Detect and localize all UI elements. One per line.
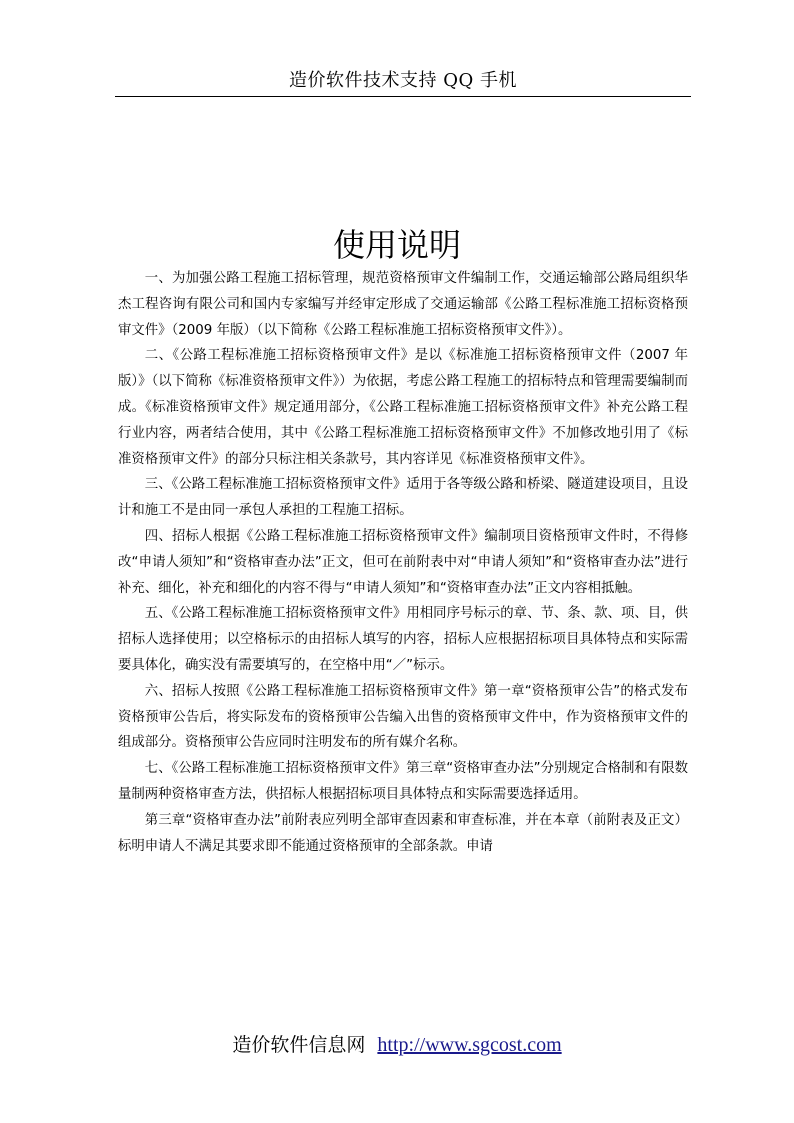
- paragraph-6: 六、招标人按照《公路工程标准施工招标资格预审文件》第一章“资格预审公告”的格式发布资格预审公告后，将实际发布的资格预审公告编入出售的资格预审文件中，作为资格预审文件的组成部分。资格预审公告应同时注明发布的所有媒介名称。: [118, 683, 688, 751]
- paragraph-2: 二、《公路工程标准施工招标资格预审文件》是以《标准施工招标资格预审文件（2007 年版）》（以下简称《标准资格预审文件》）为依据，考虑公路工程施工的招标特点和管理需要编制而成。《标准资格预审文件》规定通用部分，《公路工程标准施工招标资格预审文件》补充公路工程行业内容，两者结合使用，其中《公路工程标准施工招标资格预审文件》不加修改地引用了《标准资格预审文件》的部分只标注相关条款号，其内容详见《标准资格预审文件》。: [118, 348, 688, 467]
- paragraph-4: 四、招标人根据《公路工程标准施工招标资格预审文件》编制项目资格预审文件时，不得修改“申请人须知”和“资格审查办法”正文，但可在前附表中对“申请人须知”和“资格审查办法”进行补充、细化，补充和细化的内容不得与“申请人须知”和“资格审查办法”正文内容相抵触。: [118, 528, 688, 596]
- document-body: [118, 266, 688, 859]
- paragraph-3: 三、《公路工程标准施工招标资格预审文件》适用于各等级公路和桥梁、隧道建设项目，且设计和施工不是由同一承包人承担的工程施工招标。: [118, 477, 688, 519]
- page-footer: [0, 1030, 794, 1057]
- page-header: 造价软件技术支持 QQ 手机: [289, 70, 517, 91]
- paragraph-8: 第三章“资格审查办法”前附表应列明全部审查因素和审查标准，并在本章（前附表及正文）标明申请人不满足其要求即不能通过资格预审的全部条款。申请: [118, 812, 688, 854]
- header-divider: [115, 96, 691, 97]
- paragraph-5: 五、《公路工程标准施工招标资格预审文件》用相同序号标示的章、节、条、款、项、目，供招标人选择使用；以空格标示的由招标人填写的内容，招标人应根据招标项目具体特点和实际需要具体化，确实没有需要填写的，在空格中用“／”标示。: [118, 606, 688, 673]
- paragraph-7: 七、《公路工程标准施工招标资格预审文件》第三章“资格审查办法”分别规定合格制和有限数量制两种资格审查方法，供招标人根据招标项目具体特点和实际需要选择适用。: [118, 761, 688, 802]
- paragraph-1: 一、为加强公路工程施工招标管理，规范资格预审文件编制工作，交通运输部公路局组织华杰工程咨询有限公司和国内专家编写并经审定形成了交通运输部《公路工程标准施工招标资格预审文件》（2009 年版）（以下简称《公路工程标准施工招标资格预审文件》）。: [118, 271, 688, 338]
- footer-site-name: 造价软件信息网: [232, 1034, 366, 1056]
- page-title: 使用说明: [332, 226, 461, 264]
- footer-url-link[interactable]: http://www.sgcost.com: [377, 1034, 562, 1056]
